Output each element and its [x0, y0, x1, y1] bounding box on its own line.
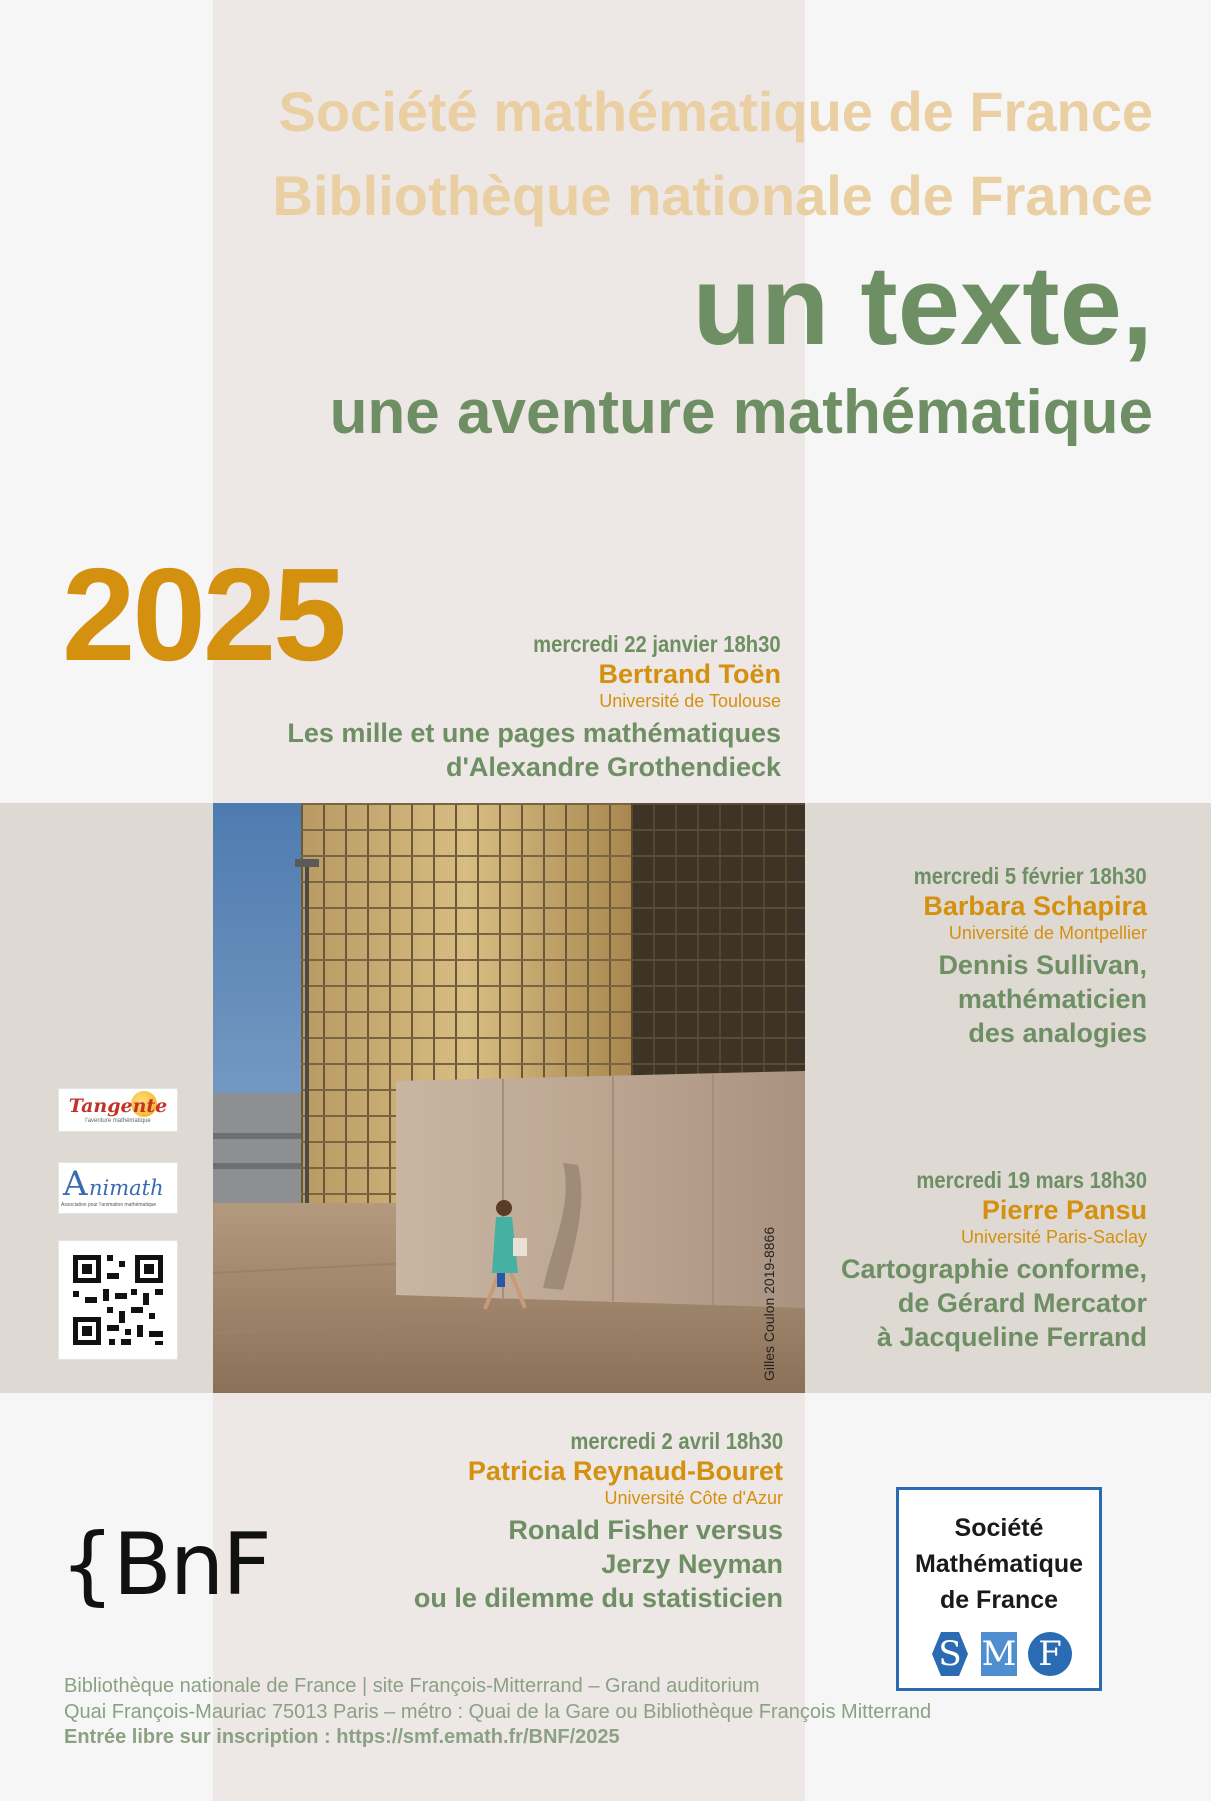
smf-line: Mathématique — [914, 1550, 1084, 1578]
animath-initial: A — [63, 1164, 88, 1204]
talk-title-line: Jerzy Neyman — [601, 1549, 783, 1579]
smf-logo[interactable] — [896, 1487, 1102, 1691]
talk-date: mercredi 5 février 18h30 — [914, 863, 1147, 889]
talk-title-line: de Gérard Mercator — [897, 1288, 1147, 1318]
talk-title-line: mathématicien — [957, 984, 1147, 1014]
talk-3 — [841, 1166, 1147, 1354]
qr-code-icon — [59, 1241, 177, 1359]
talk-title-line: à Jacqueline Ferrand — [876, 1322, 1147, 1352]
talk-title-line: Les mille et une pages mathématiques — [287, 718, 781, 748]
photo-credit: Gilles Coulon 2019-8866 — [761, 1226, 777, 1381]
talk-date: mercredi 19 mars 18h30 — [916, 1167, 1147, 1193]
talk-title-line: ou le dilemme du statisticien — [413, 1583, 783, 1613]
org-line-bnf: Bibliothèque nationale de France — [272, 164, 1153, 227]
tangente-tagline: l'aventure mathématique — [85, 1118, 151, 1124]
qr-code[interactable] — [58, 1240, 178, 1360]
talk-university: Université Côte d'Azur — [604, 1488, 783, 1508]
smf-line: Société — [954, 1514, 1044, 1542]
smf-line: de France — [939, 1586, 1059, 1614]
animath-name: nimath — [89, 1176, 164, 1200]
talk-1 — [287, 630, 781, 784]
footer-venue: Bibliothèque nationale de France | site François-Mitterrand – Grand auditorium — [64, 1675, 760, 1697]
smf-letters — [899, 1626, 1099, 1682]
talk-speaker: Pierre Pansu — [981, 1195, 1147, 1225]
year: 2025 — [62, 541, 344, 688]
org-line-smf: Société mathématique de France — [278, 80, 1153, 143]
footer-address: Quai François-Mauriac 75013 Paris – métro : Quai de la Gare ou Bibliothèque François Mitterrand — [64, 1701, 932, 1723]
talk-date: mercredi 22 janvier 18h30 — [533, 631, 781, 657]
bnf-logo[interactable] — [60, 1515, 270, 1615]
bnf-text: BnF — [112, 1515, 270, 1615]
animath-logo[interactable] — [58, 1162, 178, 1214]
talk-title-line: des analogies — [968, 1018, 1147, 1048]
smf-letter-s: S — [938, 1634, 962, 1674]
talk-date: mercredi 2 avril 18h30 — [570, 1428, 783, 1454]
tangente-name: Tangente — [68, 1095, 168, 1117]
poster-subtitle: une aventure mathématique — [329, 378, 1153, 447]
poster-title: un texte, — [692, 243, 1153, 368]
bnf-bracket: { — [60, 1515, 113, 1615]
talk-speaker: Barbara Schapira — [923, 891, 1147, 921]
building-photo — [213, 803, 805, 1393]
talk-speaker: Bertrand Toën — [598, 659, 781, 689]
talk-university: Université de Toulouse — [599, 691, 781, 711]
smf-letter-f: F — [1038, 1634, 1062, 1674]
photo-illustration — [213, 803, 805, 1393]
talk-speaker: Patricia Reynaud-Bouret — [467, 1456, 783, 1486]
talk-title-line: Dennis Sullivan, — [938, 950, 1147, 980]
footer-registration-link[interactable]: Entrée libre sur inscription : https://smf.emath.fr/BNF/2025 — [64, 1726, 620, 1748]
talk-2 — [882, 862, 1147, 1050]
animath-tagline: Association pour l'animation mathématique — [61, 1202, 157, 1208]
talk-university: Université de Montpellier — [948, 923, 1147, 943]
smf-letter-m: M — [981, 1634, 1017, 1674]
talk-university: Université Paris-Saclay — [960, 1227, 1147, 1247]
talk-title-line: d'Alexandre Grothendieck — [445, 752, 781, 782]
talk-4 — [414, 1427, 783, 1615]
talk-title-line: Cartographie conforme, — [840, 1254, 1147, 1284]
talk-title-line: Ronald Fisher versus — [508, 1515, 783, 1545]
tangente-logo[interactable] — [58, 1088, 178, 1132]
